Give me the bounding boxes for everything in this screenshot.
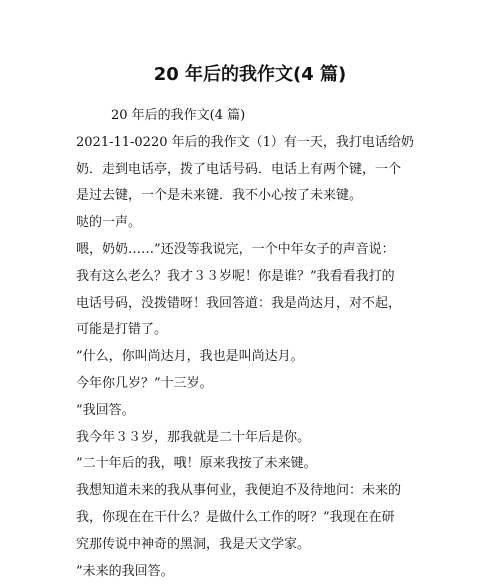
body-line: 奶．走到电话亭，拨了电话号码．电话上有两个键，一个 [76, 161, 402, 177]
document-body [76, 103, 416, 585]
body-line-subtitle: 20 年后的我作文(4 篇) [111, 108, 246, 123]
body-line: 究那传说中神奇的黑洞，我是天文学家。 [76, 536, 311, 552]
body-line: 我有这么老么？我才３３岁呢！你是谁？”我看看我打的 [76, 268, 395, 284]
body-line: 可能是打错了。 [76, 322, 168, 338]
body-line: 是过去键，一个是未来键．我不小心按了未来键。 [76, 188, 363, 204]
body-line: ”我回答。 [76, 402, 135, 418]
document-title: 20 年后的我作文(4 篇) [153, 64, 347, 85]
body-line: 我，你现在在干什么？是做什么工作的呀？”我现在在研 [76, 509, 395, 525]
body-line: 哒的一声。 [76, 215, 142, 231]
body-line: ”什么，你叫尚达月，我也是叫尚达月。 [76, 349, 304, 365]
body-line: 2021-11-0220 年后的我作文（1）有一天，我打电话给奶 [76, 134, 414, 150]
body-line: 我想知道未来的我从事何业，我便迫不及待地问：未来的 [76, 483, 402, 499]
body-line: 今年你几岁？”十三岁。 [76, 375, 213, 391]
body-line: 电话号码，没拨错呀！我回答道：我是尚达月，对不起， [76, 295, 402, 311]
body-line: 我今年３３岁，那我就是二十年后是你。 [76, 429, 311, 445]
body-line: ”未来的我回答。 [76, 563, 174, 579]
body-line: 喂，奶奶……”还没等我说完，一个中年女子的声音说： [76, 241, 395, 257]
body-line: ”二十年后的我，哦！原来我按了未来键。 [76, 456, 317, 472]
